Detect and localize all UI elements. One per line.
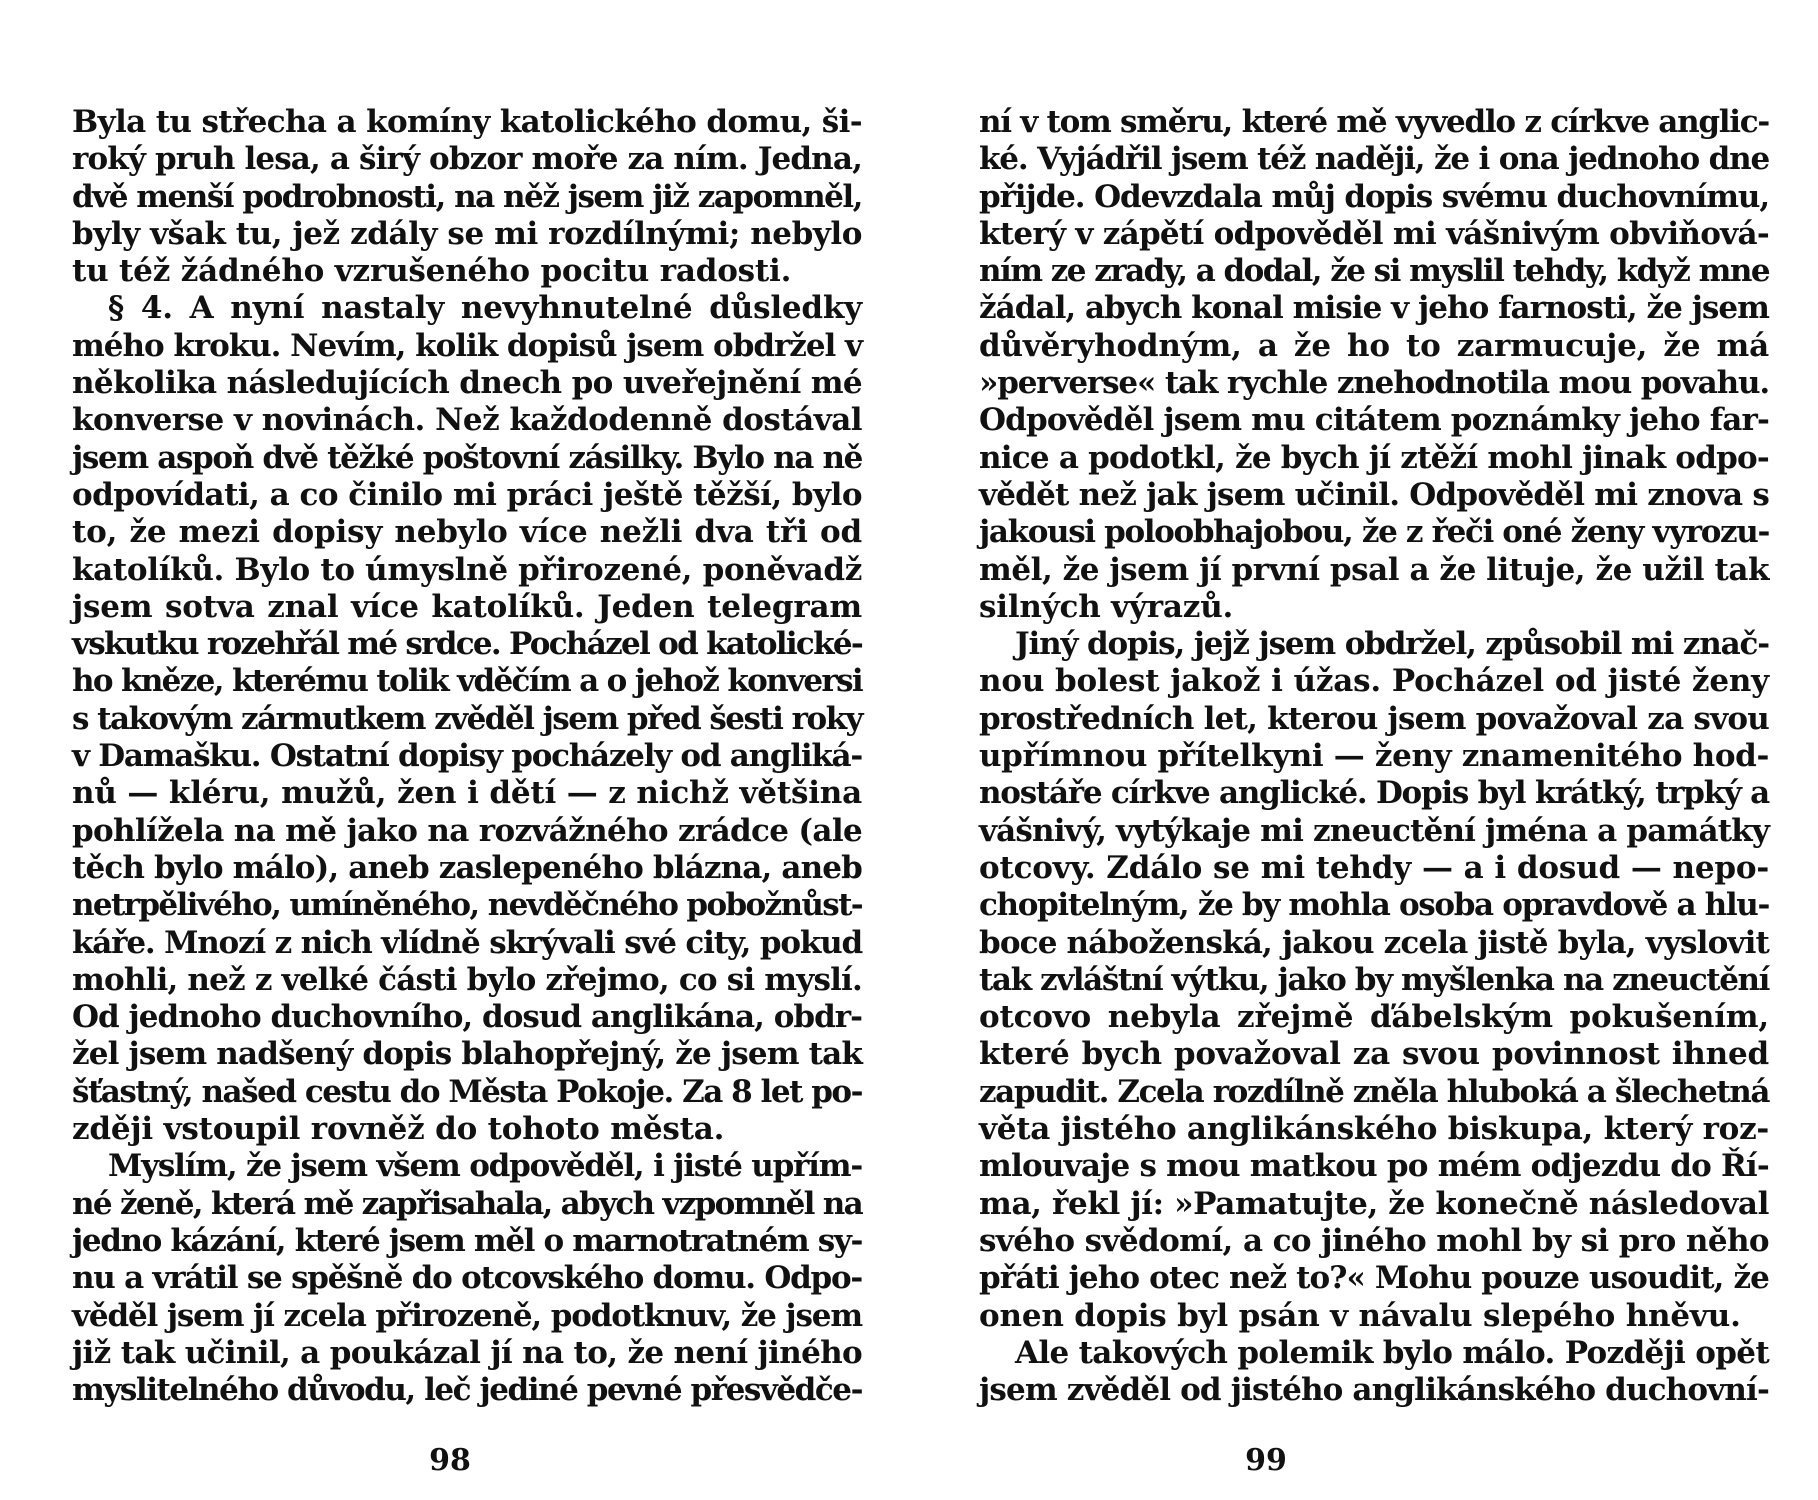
text-line: jsem sotva znal více katolíků. Jeden telegram <box>72 588 862 625</box>
text-line: které bych považoval za svou povinnost ihned <box>979 1036 1769 1073</box>
text-line: věděl jsem jí zcela přirozeně, podotknuv, že jsem <box>72 1297 862 1334</box>
text-line: jakousi poloobhajobou, že z řeči oné ženy vyrozu- <box>979 514 1769 551</box>
text-line: již tak učinil, a poukázal jí na to, že není jiného <box>72 1334 862 1371</box>
text-line: vášnivý, vytýkaje mi zneuctění jména a památky <box>979 812 1769 849</box>
text-line: myslitelného důvodu, leč jediné pevné přesvědče- <box>72 1372 862 1409</box>
text-line: žádal, abych konal misie v jeho farnosti, že jsem <box>979 290 1769 327</box>
text-line: boce náboženská, jakou zcela jistě byla, vyslovit <box>979 924 1769 961</box>
text-line: tak zvláštní výtku, jako by myšlenka na zneuctění <box>979 961 1769 998</box>
text-line: šťastný, našed cestu do Města Pokoje. Za 8 let po- <box>72 1073 862 1110</box>
text-line: Ale takových polemik bylo málo. Později opět <box>1015 1334 1769 1371</box>
text-line: jsem zvěděl od jistého anglikánského duchovní- <box>979 1372 1769 1409</box>
text-line: Byla tu střecha a komíny katolického domu, ši- <box>72 104 862 140</box>
text-line: káře. Mnozí z nich vlídně skrývali své city, pokud <box>72 924 862 961</box>
text-line: nu a vrátil se spěšně do otcovského domu. Odpo- <box>72 1260 862 1297</box>
text-line: Myslím, že jsem všem odpověděl, i jisté upřím- <box>108 1148 862 1185</box>
right-page-text <box>979 104 1769 1409</box>
text-line: mohli, než z velké části bylo zřejmo, co si myslí. <box>72 961 862 998</box>
text-line: ma, řekl jí: »Pamatujte, že konečně následoval <box>979 1185 1769 1222</box>
text-line: mlouvaje s mou matkou po mém odjezdu do Ří- <box>979 1148 1769 1185</box>
text-line: nů — kléru, mužů, žen i dětí — z nichž většina <box>72 775 862 812</box>
text-line: Od jednoho duchovního, dosud anglikána, obdr- <box>72 999 862 1036</box>
text-line: který v zápětí odpověděl mi vášnivým obviňová- <box>979 215 1769 252</box>
text-line: tu též žádného vzrušeného pocitu radosti. <box>72 253 792 290</box>
text-line: ním ze zrady, a dodal, že si myslil tehdy, když mne <box>979 253 1769 290</box>
text-line: žel jsem nadšený dopis blahopřejný, že jsem tak <box>72 1036 862 1073</box>
text-line: mého kroku. Nevím, kolik dopisů jsem obdržel v <box>72 327 862 364</box>
text-line: nou bolest jakož i úžas. Pocházel od jisté ženy <box>979 663 1769 700</box>
text-line: s takovým zármutkem zvěděl jsem před šesti roky <box>72 700 862 737</box>
text-line: ní v tom směru, které mě vyvedlo z církve anglic- <box>979 104 1769 140</box>
text-line: vskutku rozehřál mé srdce. Pocházel od katolické- <box>72 626 862 663</box>
text-line: »perverse« tak rychle znehodnotila mou povahu. <box>979 365 1769 402</box>
text-line: nostáře církve anglické. Dopis byl krátký, trpký a <box>979 775 1769 812</box>
text-line: ké. Vyjádřil jsem též naději, že i ona jednoho dne <box>979 141 1769 178</box>
page-number-right: 99 <box>1245 1443 1287 1478</box>
text-line: Odpověděl jsem mu citátem poznámky jeho far- <box>979 402 1769 439</box>
text-line: zději vstoupil rovněž do tohoto města. <box>72 1111 725 1148</box>
text-line: chopitelným, že by mohla osoba opravdově a hlu- <box>979 887 1769 924</box>
text-line: odpovídati, a co činilo mi práci ještě těžší, bylo <box>72 476 862 513</box>
text-line: ho kněze, kterému tolik vděčím a o jehož konversi <box>72 663 862 700</box>
text-line: měl, že jsem jí první psal a že lituje, že užil tak <box>979 551 1769 588</box>
text-line: přáti jeho otec než to?« Mohu pouze usoudit, že <box>979 1260 1769 1297</box>
text-line: roký pruh lesa, a širý obzor moře za ním. Jedna, <box>72 141 862 178</box>
text-line: jedno kázání, které jsem měl o marnotratném sy- <box>72 1222 862 1259</box>
text-line: věta jistého anglikánského biskupa, který roz- <box>979 1111 1769 1148</box>
text-line: konverse v novinách. Než každodenně dostával <box>72 402 862 439</box>
text-line: přijde. Odevzdala můj dopis svému duchovnímu, <box>979 178 1769 215</box>
text-line: katolíků. Bylo to úmyslně přirozené, poněvadž <box>72 551 862 588</box>
text-line: onen dopis byl psán v návalu slepého hněvu. <box>979 1297 1741 1334</box>
text-line: silných výrazů. <box>979 588 1234 625</box>
text-line: v Damašku. Ostatní dopisy pocházely od angliká- <box>72 738 862 775</box>
text-line: upřímnou přítelkyni — ženy znamenitého hod- <box>979 738 1769 775</box>
text-line: jsem aspoň dvě těžké poštovní zásilky. Bylo na ně <box>72 439 862 476</box>
text-line: těch bylo málo), aneb zaslepeného blázna, aneb <box>72 849 862 886</box>
text-line: otcovy. Zdálo se mi tehdy — a i dosud — nepo- <box>979 849 1769 886</box>
text-line: Jiný dopis, jejž jsem obdržel, způsobil mi znač- <box>1015 626 1769 663</box>
right-page <box>909 0 1818 1500</box>
page-number-left: 98 <box>429 1443 471 1478</box>
text-line: prostředních let, kterou jsem považoval za svou <box>979 700 1769 737</box>
text-line: § 4. A nyní nastaly nevyhnutelné důsledky <box>108 290 862 327</box>
text-line: pohlížela na mě jako na rozvážného zrádce (ale <box>72 812 862 849</box>
text-line: otcovo nebyla zřejmě ďábelským pokušením, <box>979 999 1769 1036</box>
text-line: dvě menší podrobnosti, na něž jsem již zapomněl, <box>72 178 862 215</box>
text-line: netrpělivého, umíněného, nevděčného pobožnůst- <box>72 887 862 924</box>
text-line: svého svědomí, a co jiného mohl by si pro něho <box>979 1222 1769 1259</box>
text-line: vědět než jak jsem učinil. Odpověděl mi znova s <box>979 476 1769 513</box>
text-line: nice a podotkl, že bych jí ztěží mohl jinak odpo- <box>979 439 1769 476</box>
text-line: zapudit. Zcela rozdílně zněla hluboká a šlechetná <box>979 1073 1769 1110</box>
left-page-text <box>72 104 862 1409</box>
text-line: několika následujících dnech po uveřejnění mé <box>72 365 862 402</box>
text-line: né ženě, která mě zapřisahala, abych vzpomněl na <box>72 1185 862 1222</box>
text-line: to, že mezi dopisy nebylo více nežli dva tři od <box>72 514 862 551</box>
text-line: důvěryhodným, a že ho to zarmucuje, že má <box>979 327 1769 364</box>
text-line: byly však tu, jež zdály se mi rozdílnými; nebylo <box>72 215 862 252</box>
